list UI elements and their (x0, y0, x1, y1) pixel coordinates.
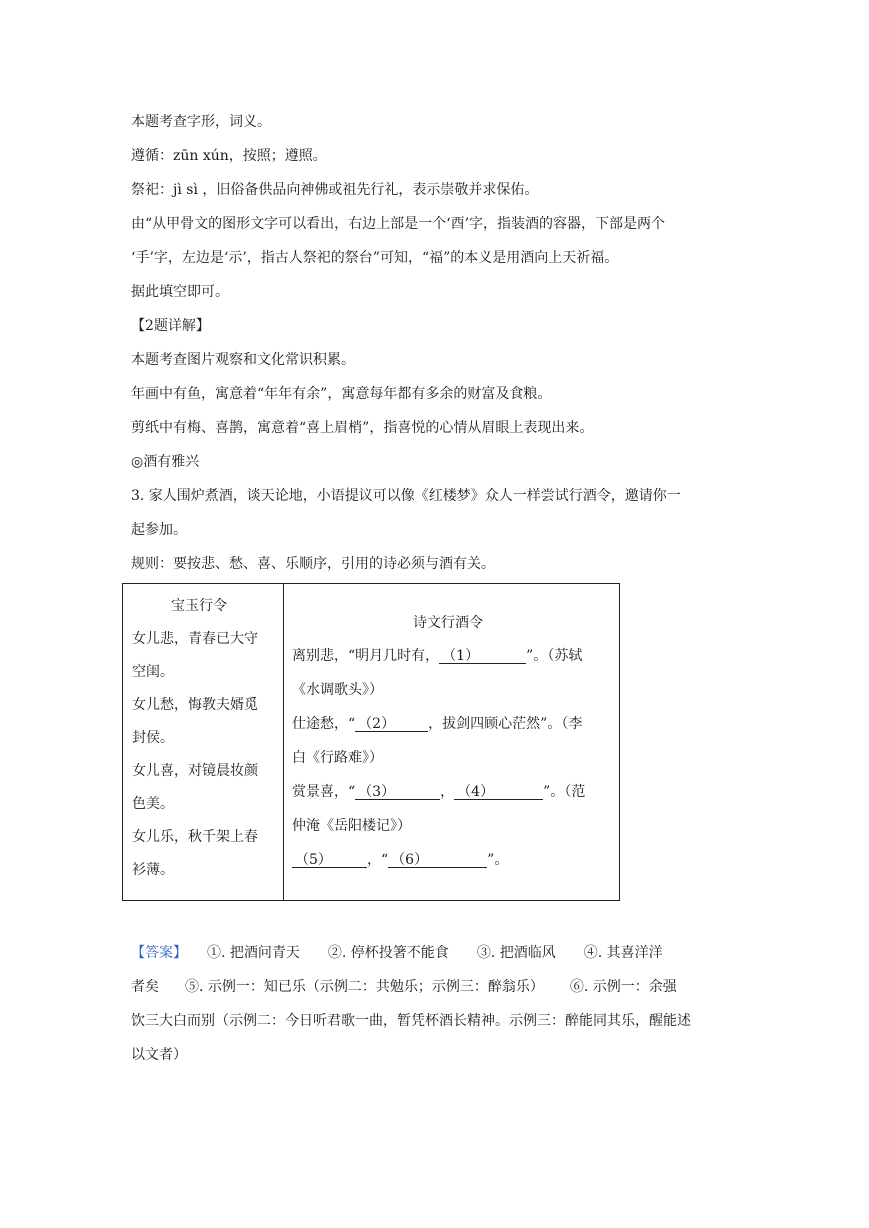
q3-stem-b: 起参加。 (131, 522, 187, 538)
answer-line-2-start: 者矣 (131, 979, 159, 995)
table-divider (283, 584, 284, 900)
left-line: 封侯。 (132, 730, 174, 746)
couplet-1 (292, 646, 582, 666)
couplet-3-mid: ， (440, 784, 455, 800)
couplet-2-suffix: ，拔剑四顾心茫然”。（李 (428, 716, 583, 732)
right-header: 诗文行酒令 (413, 615, 483, 631)
answer-item-6: ⑥. 示例一：余强 (569, 979, 677, 995)
answer-line-4: 以文者） (131, 1047, 187, 1063)
answer-line-3: 饮三大白而别（示例二：今日听君歌一曲，暂凭杯酒长精神。示例三：醉能同其乐，醒能述 (131, 1013, 691, 1029)
left-line: 女儿乐，秋千架上春 (132, 829, 258, 845)
explanation-p3: 祭祀：jì sì ，旧俗备供品向神佛或祖先行礼，表示崇敬并求保佑。 (131, 182, 539, 198)
couplet-2 (292, 714, 582, 734)
left-line: 色美。 (132, 796, 174, 812)
blank-2: （2） (355, 714, 428, 732)
left-line: 女儿悲，青春已大守 (132, 631, 258, 647)
answer-item-3: ③. 把酒临风 (476, 945, 556, 961)
couplet-3-suffix: ”。（范 (543, 784, 586, 800)
q2-p1: 本题考查图片观察和文化常识积累。 (131, 352, 355, 368)
couplet-2-prefix: 仕途愁，“ (292, 716, 356, 732)
couplet-3 (292, 782, 585, 802)
answer-line-1 (131, 943, 663, 963)
explanation-p1: 本题考查字形，词义。 (131, 114, 271, 130)
q2-heading: 【2题详解】 (131, 318, 210, 334)
q3-stem-a: 3. 家人围炉煮酒，谈天论地，小语提议可以像《红楼梦》众人一样尝试行酒令，邀请你一 (131, 488, 681, 504)
drinking-game-table (122, 583, 620, 901)
left-line: 女儿喜，对镜晨妆颜 (132, 763, 258, 779)
answer-item-4: ④. 其喜洋洋 (583, 945, 663, 961)
answer-line-2 (131, 977, 677, 997)
couplet-1-suffix: ”。（苏轼 (526, 648, 583, 664)
answer-item-1: ①. 把酒问青天 (207, 945, 300, 961)
q2-p2: 年画中有鱼，寓意着“年年有余”，寓意每年都有多余的财富及食粮。 (131, 386, 552, 402)
couplet-3-source: 仲淹《岳阳楼记》） (292, 818, 411, 834)
explanation-p5: 据此填空即可。 (131, 284, 229, 300)
answer-label: 【答案】 (131, 945, 187, 961)
blank-6: （6） (388, 850, 487, 868)
couplet-1-source: 《水调歌头》） (292, 682, 383, 698)
couplet-1-prefix: 离别悲，“明月几时有， (292, 648, 440, 664)
blank-1: （1） (439, 646, 526, 664)
blank-4: （4） (454, 782, 543, 800)
couplet-3-prefix: 赏景喜，“ (292, 784, 356, 800)
blank-5: （5） (292, 850, 367, 868)
couplet-4-suffix: ”。 (487, 852, 509, 868)
explanation-p4-a: 由“从甲骨文的图形文字可以看出，右边上部是一个‘酉’字，指装酒的容器，下部是两个 (131, 216, 666, 232)
answer-item-5: ⑤. 示例一：知已乐（示例二：共勉乐；示例三：醉翁乐） (185, 979, 544, 995)
left-header: 宝玉行令 (171, 598, 227, 614)
couplet-2-source: 白《行路难》） (292, 750, 383, 766)
left-line: 衫薄。 (132, 862, 174, 878)
explanation-p4-b: ‘手’字，左边是‘示’，指古人祭祀的祭台”可知，“福”的本义是用酒向上天祈福。 (131, 250, 619, 266)
section-title: ◎酒有雅兴 (131, 454, 200, 470)
left-line: 女儿愁，悔教夫婿觅 (132, 697, 258, 713)
answer-item-2: ②. 停杯投箸不能食 (327, 945, 449, 961)
couplet-4-mid: ，“ (367, 852, 389, 868)
explanation-p2: 遵循：zūn xún，按照；遵照。 (131, 148, 327, 164)
blank-3: （3） (355, 782, 440, 800)
couplet-4 (292, 850, 508, 870)
left-line: 空闺。 (132, 664, 174, 680)
q3-rule: 规则：要按悲、愁、喜、乐顺序，引用的诗必须与酒有关。 (131, 556, 495, 572)
q2-p3: 剪纸中有梅、喜鹊，寓意着“喜上眉梢”，指喜悦的心情从眉眼上表现出来。 (131, 420, 594, 436)
